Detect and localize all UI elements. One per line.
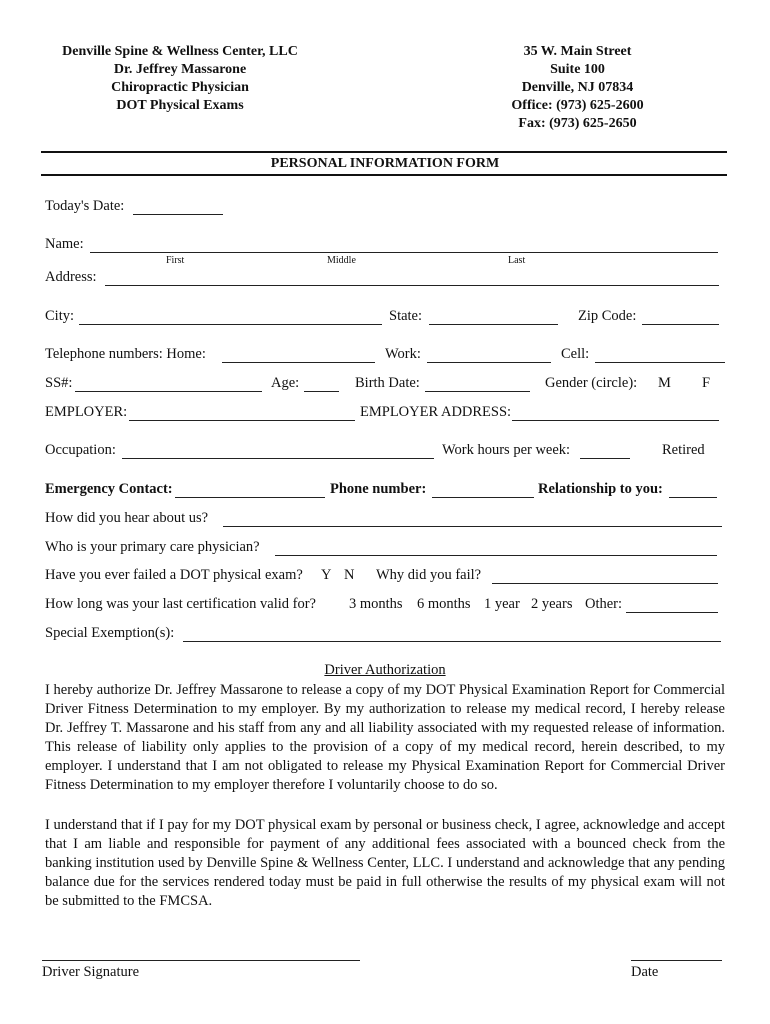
referral-row bbox=[45, 510, 735, 530]
special-exemption-field[interactable] bbox=[183, 641, 721, 642]
city-row bbox=[45, 308, 735, 328]
authorization-title bbox=[0, 662, 770, 679]
gender-label: Gender (circle): bbox=[545, 375, 638, 391]
emergency-phone-label: Phone number: bbox=[330, 481, 427, 497]
doctor-name: Dr. Jeffrey Massarone bbox=[113, 62, 247, 77]
relationship-label: Relationship to you: bbox=[538, 481, 663, 497]
employer-label: EMPLOYER: bbox=[45, 404, 128, 420]
name-label: Name: bbox=[45, 236, 84, 252]
occupation-field[interactable] bbox=[122, 458, 434, 459]
ssn-field[interactable] bbox=[75, 391, 262, 392]
ssn-label: SS#: bbox=[45, 375, 73, 391]
gender-female-option[interactable]: F bbox=[702, 375, 711, 391]
suite: Suite 100 bbox=[550, 62, 605, 77]
cert-2-years-option[interactable]: 2 years bbox=[531, 596, 573, 612]
employer-address-field[interactable] bbox=[512, 420, 719, 421]
primary-care-field[interactable] bbox=[275, 555, 717, 556]
special-exemption-row bbox=[45, 625, 735, 645]
authorization-paragraph: I hereby authorize Dr. Jeffrey Massarone to release a copy of my DOT Physical Examination Report for Commercial Driver Fitness Determination to my employer. By my authorization to release my medical record, I hereby release Dr. Jeffrey T. Massarone and his staff from any and all liability associated with my requested release of information. This release of liability only applies to the provision of a copy of my medical record, herein described, to my employer. I understand that I am not obligated to release my Physical Examination Report for Commercial Driver Fitness Determination to my employer therefore I voluntarily choose to do so. bbox=[45, 682, 725, 793]
work-phone-field[interactable] bbox=[427, 362, 551, 363]
emergency-contact-row bbox=[45, 481, 735, 501]
practice-address bbox=[465, 43, 690, 133]
ssn-row bbox=[45, 375, 735, 395]
work-hours-field[interactable] bbox=[580, 458, 630, 459]
middle-name-caption: Middle bbox=[327, 255, 356, 266]
employer-field[interactable] bbox=[129, 420, 355, 421]
birth-date-label: Birth Date: bbox=[355, 375, 420, 391]
practice-name: Denville Spine & Wellness Center, LLC bbox=[62, 44, 298, 59]
failed-dot-no-option[interactable]: N bbox=[344, 567, 355, 583]
zip-label: Zip Code: bbox=[578, 308, 637, 324]
city-label: City: bbox=[45, 308, 75, 324]
address-field[interactable] bbox=[105, 285, 719, 286]
referral-field[interactable] bbox=[223, 526, 722, 527]
cert-3-months-option[interactable]: 3 months bbox=[349, 596, 403, 612]
emergency-phone-field[interactable] bbox=[432, 497, 534, 498]
emergency-contact-label: Emergency Contact: bbox=[45, 481, 173, 497]
service-line: DOT Physical Exams bbox=[116, 98, 244, 113]
practice-info bbox=[30, 43, 330, 115]
first-name-caption: First bbox=[166, 255, 185, 266]
employer-row bbox=[45, 404, 735, 424]
referral-label: How did you hear about us? bbox=[45, 510, 209, 526]
state-label: State: bbox=[389, 308, 423, 324]
primary-care-row bbox=[45, 539, 735, 559]
todays-date-row bbox=[45, 198, 735, 218]
failed-dot-label: Have you ever failed a DOT physical exam? bbox=[45, 567, 303, 583]
signature-date-field[interactable] bbox=[631, 960, 722, 961]
emergency-contact-field[interactable] bbox=[175, 497, 325, 498]
payment-paragraph: I understand that if I pay for my DOT physical exam by personal or business check, I agree, acknowledge and accept that I am liable and responsible for payment of any additional fees associated with a bounced check from the banking institution used by Denville Spine & Wellness Center, LLC. I understand and acknowledge that any pending balance due for the services rendered today must be paid in full otherwise the results of my physical exam will not be submitted to the FMCSA. bbox=[45, 817, 725, 909]
work-hours-label: Work hours per week: bbox=[442, 442, 571, 458]
title-rule-bottom bbox=[41, 174, 727, 176]
address-row bbox=[45, 269, 735, 289]
driver-signature-field[interactable] bbox=[42, 960, 360, 961]
cert-6-months-option[interactable]: 6 months bbox=[417, 596, 471, 612]
driver-signature-label: Driver Signature bbox=[42, 964, 140, 980]
why-fail-label: Why did you fail? bbox=[376, 567, 482, 583]
form-title: PERSONAL INFORMATION FORM bbox=[270, 156, 500, 171]
street-address: 35 W. Main Street bbox=[523, 44, 632, 59]
todays-date-label: Today's Date: bbox=[45, 198, 125, 214]
home-phone-label: Telephone numbers: Home: bbox=[45, 346, 206, 362]
last-cert-row bbox=[45, 596, 735, 616]
cert-1-year-option[interactable]: 1 year bbox=[484, 596, 520, 612]
last-name-caption: Last bbox=[508, 255, 526, 266]
why-fail-field[interactable] bbox=[492, 583, 718, 584]
failed-dot-row bbox=[45, 567, 735, 587]
address-label: Address: bbox=[45, 269, 97, 285]
cell-phone-label: Cell: bbox=[561, 346, 590, 362]
city-field[interactable] bbox=[79, 324, 382, 325]
primary-care-label: Who is your primary care physician? bbox=[45, 539, 260, 555]
last-cert-label: How long was your last certification valid for? bbox=[45, 596, 316, 612]
failed-dot-yes-option[interactable]: Y bbox=[321, 567, 332, 583]
city-state-zip: Denville, NJ 07834 bbox=[521, 80, 634, 95]
todays-date-field[interactable] bbox=[133, 214, 223, 215]
zip-field[interactable] bbox=[642, 324, 719, 325]
authorization-title-text: Driver Authorization bbox=[324, 662, 446, 678]
retired-option[interactable]: Retired bbox=[662, 442, 705, 458]
fax-number: Fax: (973) 625-2650 bbox=[518, 116, 637, 131]
occupation-label: Occupation: bbox=[45, 442, 116, 458]
work-phone-label: Work: bbox=[385, 346, 421, 362]
state-field[interactable] bbox=[429, 324, 558, 325]
doctor-title: Chiropractic Physician bbox=[111, 80, 249, 95]
age-field[interactable] bbox=[304, 391, 339, 392]
birth-date-field[interactable] bbox=[425, 391, 530, 392]
cell-phone-field[interactable] bbox=[595, 362, 725, 363]
cert-other-field[interactable] bbox=[626, 612, 718, 613]
name-row bbox=[45, 236, 735, 256]
office-phone: Office: (973) 625-2600 bbox=[511, 98, 644, 113]
employer-address-label: EMPLOYER ADDRESS: bbox=[360, 404, 512, 420]
home-phone-field[interactable] bbox=[222, 362, 375, 363]
title-rule-top bbox=[41, 151, 727, 153]
signature-date-label: Date bbox=[631, 964, 659, 980]
cert-other-label: Other: bbox=[585, 596, 623, 612]
occupation-row bbox=[45, 442, 735, 462]
gender-male-option[interactable]: M bbox=[658, 375, 671, 391]
age-label: Age: bbox=[271, 375, 300, 391]
special-exemption-label: Special Exemption(s): bbox=[45, 625, 175, 641]
telephone-row bbox=[45, 346, 735, 366]
relationship-field[interactable] bbox=[669, 497, 717, 498]
name-field[interactable] bbox=[90, 252, 718, 253]
